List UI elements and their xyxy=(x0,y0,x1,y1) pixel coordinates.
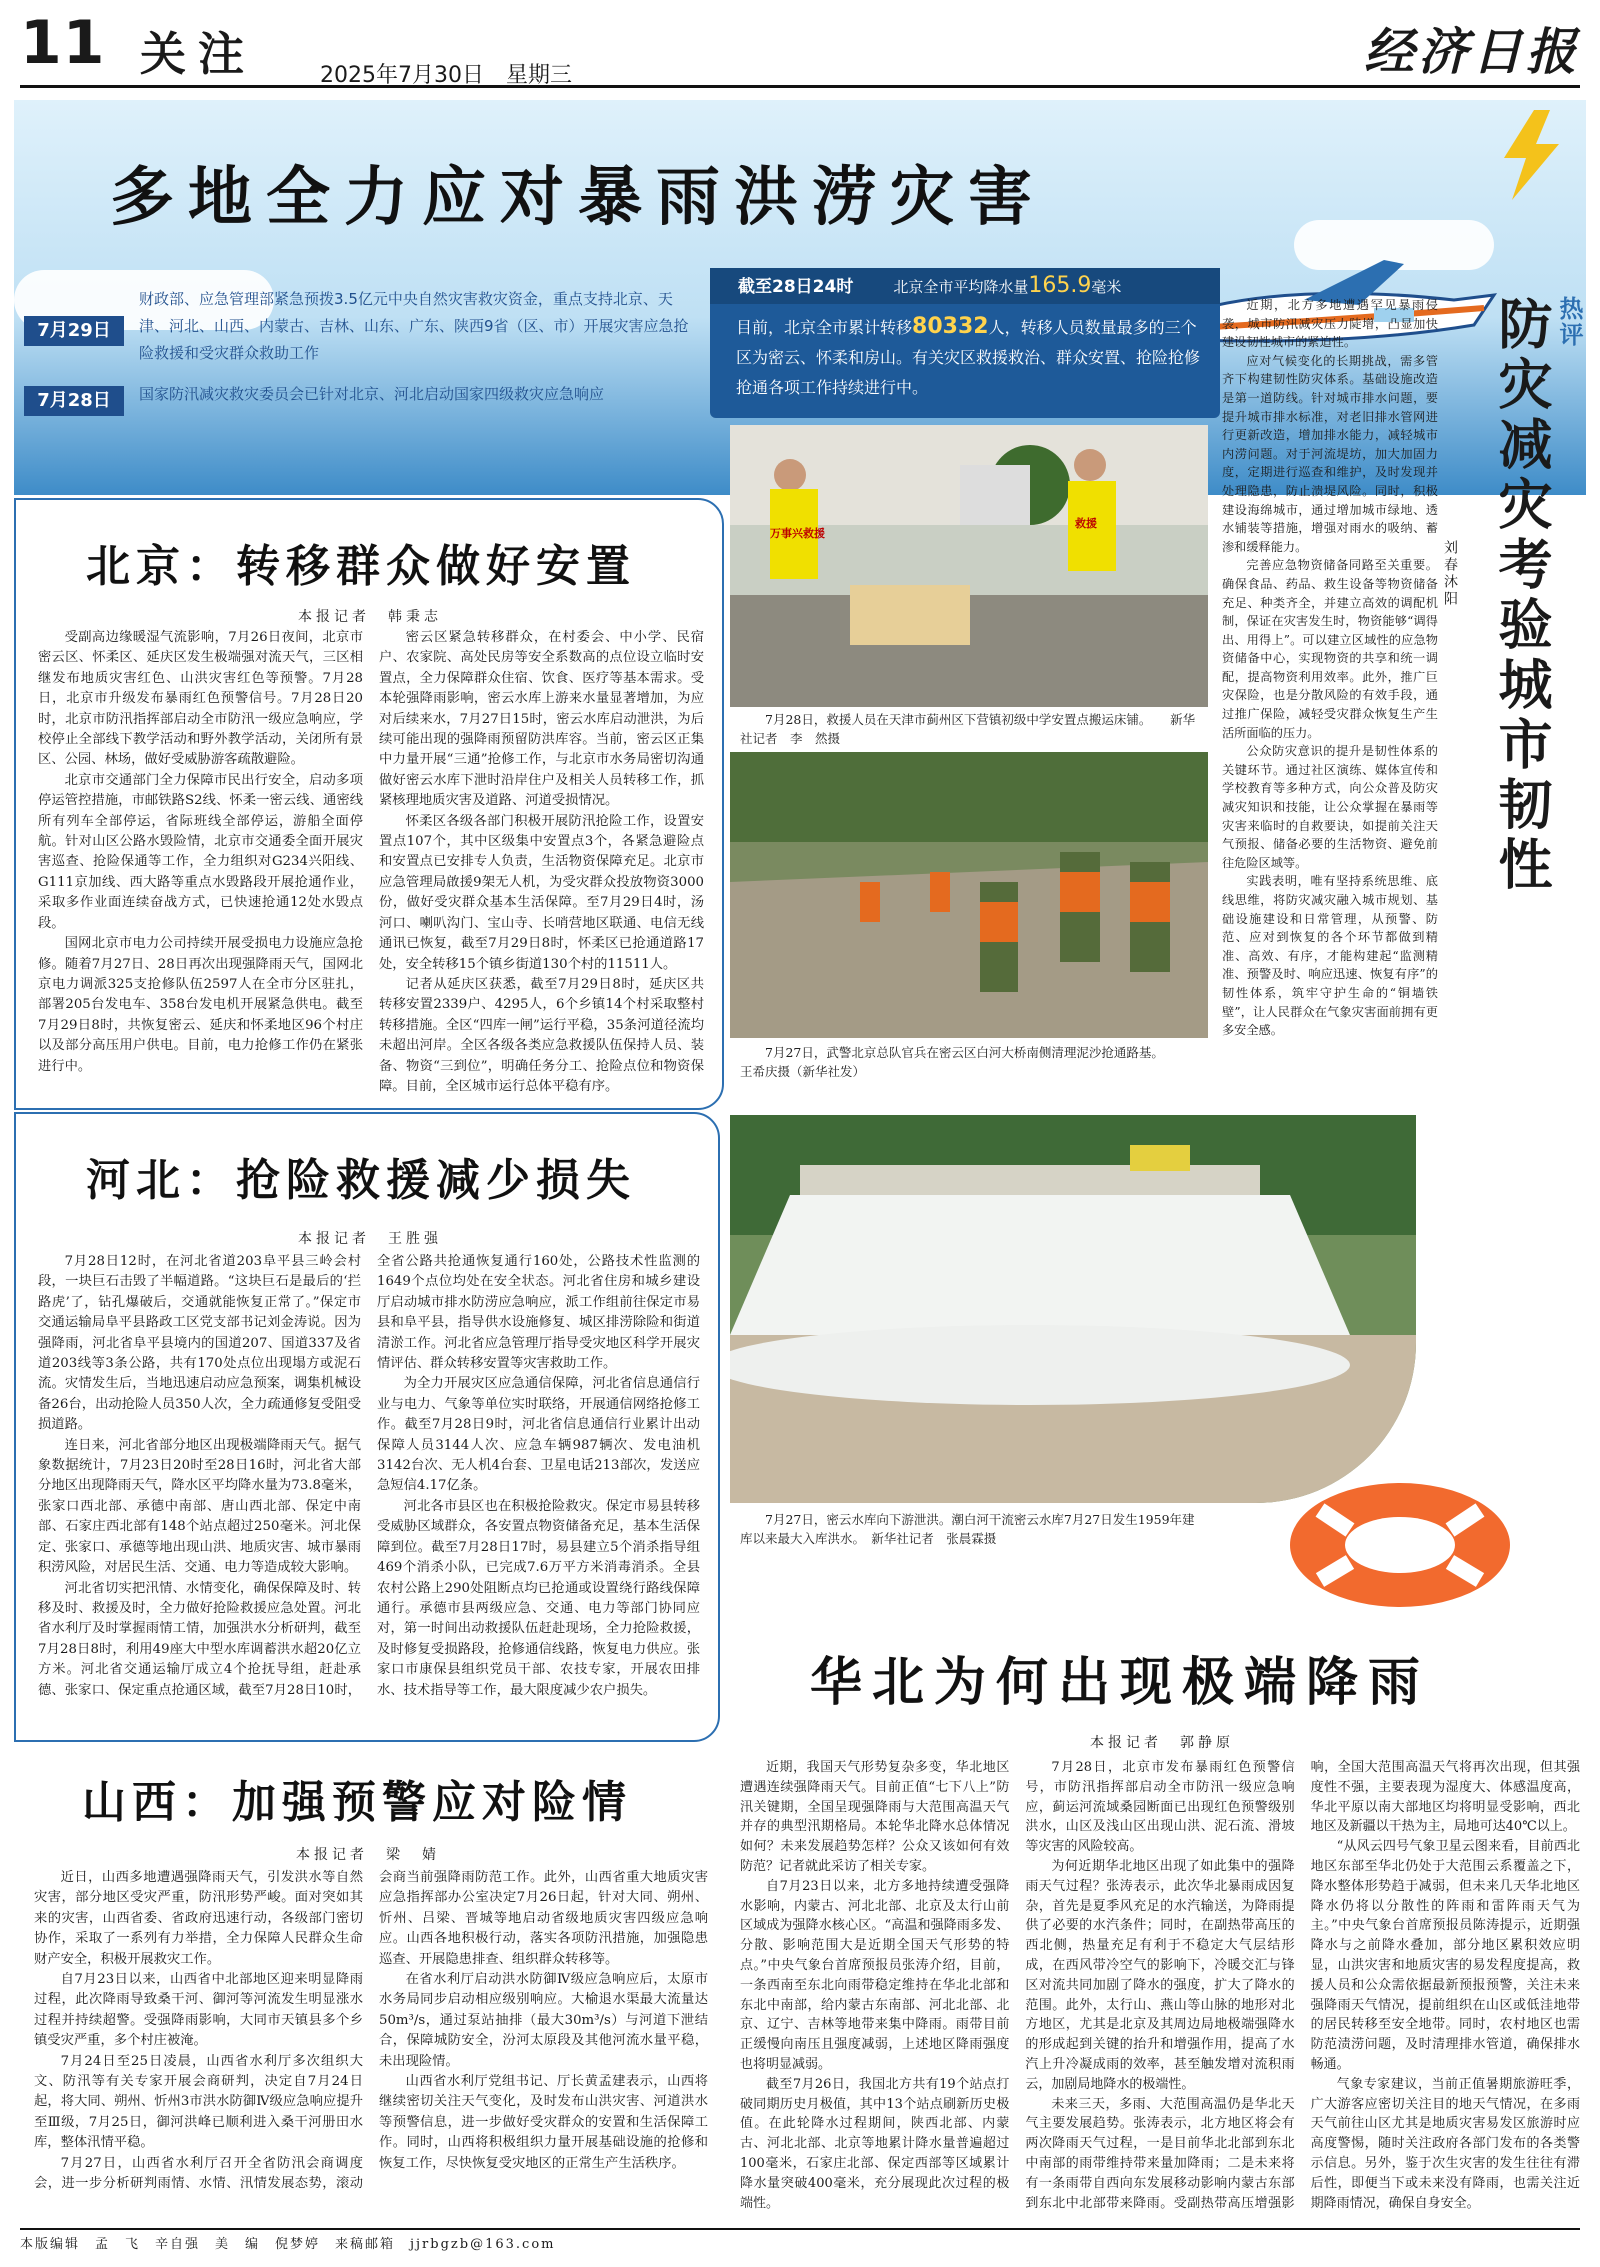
photo-caption: 7月28日，救援人员在天津市蓟州区下营镇初级中学安置点搬运床铺。 新华社记者 李 然摄 xyxy=(740,712,1196,746)
timeline-text: 财政部、应急管理部紧急预拨3.5亿元中央自然灾害救灾资金，重点支持北京、天津、河北、山西、内蒙古、吉林、山东、广东、陕西9省（区、市）开展灾害应急抢险救援和受灾群众救助工作 xyxy=(139,290,689,362)
rain-value: 165.9 xyxy=(1028,273,1092,298)
commentary-author: 刘春沐阳 xyxy=(1442,540,1458,608)
paragraph: “从风云四号气象卫星云图来看，目前西北地区东部至华北仍处于大范围云系覆盖之下，降水整体形势趋于减弱，但未来几天华北地区降水仍将以分散性的阵雨和雷阵雨天气为主。”中央气象台首席预报员陈涛提示，近期强降水与之前降水叠加，部分地区累积效应明显，山洪灾害和地质灾害的易发程度提高，救援人员和公众需依据最新预报预警，关注未来强降雨天气情况，提前组织在山区或低洼地带的居民转移至安全地带。同时，农村地区也需防范渍涝问题，及时清理排水管道，确保排水畅通。 xyxy=(1310,1839,1580,2072)
article-title: 山西：加强预警应对险情 xyxy=(82,1777,632,1828)
lifebuoy-icon xyxy=(1280,1470,1520,1620)
paragraph: 连日来，河北省部分地区出现极端降雨天气。据气象数据统计，7月23日20时至28日16时，河北省大部分地区出现降雨天气，降水区平均降水量为73.8毫米，张家口西北部、承德中南部、唐山西北部、保定中南部、石家庄西北部有148个站点超过250毫米。河北保定、张家口、承德等地出现山洪、地质灾害、城市暴雨积涝风险，对居民生活、交通、电力等造成较大影响。 xyxy=(38,1437,361,1576)
page-footer: 本版编辑 孟 飞 辛自强 美 编 倪梦婷 来稿邮箱 jjrbgzb@163.com xyxy=(20,2228,1580,2258)
rain-label: 北京全市平均降水量 xyxy=(893,278,1029,296)
article-beijing xyxy=(14,498,724,1110)
paragraph: 河北省切实把汛情、水情变化，确保保障及时、转移及时、救援及时，全力做好抢险救援应急处置。河北省水利厅及时掌握雨情工情，加强洪水分析研判，截至7月28日8时，利用49座大中型水库调蓄洪水超20亿立方米。河北省交通运输厅成立4个抢抚导组，赶赴承德、张家口、保定重点抢通区域，截至7月28日10时，全省公路共抢通恢复通行160处，公路技术性监测的1649个点位均处在安全状态。河北省住房和城乡建设厅启动城市排水防涝应急响应，派工作组前往保定市易县和阜平县，指导供水设施修复、城区排涝除险和街道清淤工作。河北省应急管理厅指导受灾地区科学开展灾情评估、群众转移安置等灾害救助工作。 xyxy=(38,1254,700,1698)
stat-text-b: 人，转移人员数量最多的三个区为密云、怀柔和房山。有关灾区救援救治、群众安置、抢险抢修抢通各项工作持续进行中。 xyxy=(736,318,1201,397)
stat-card-text xyxy=(736,312,1206,403)
paragraph: 7月28日，北京市发布暴雨红色预警信号，市防汛指挥部启动全市防汛一级应急响应，蓟运河流域桑园断面已出现红色预警级别洪水，山区及浅山区出现山洪、泥石流、滑坡等灾害的风险较高。 xyxy=(1025,1760,1295,1855)
paragraph: 7月24日至25日凌晨，山西省水利厅多次组织大文、防汛等有关专家开展会商研判，决定自7月24日起，将大同、朔州、忻州3市洪水防御Ⅳ级应急响应提升至Ⅲ级，7月25日，御河洪峰已顺利进入桑干河册田水库，整体汛情平稳。 xyxy=(34,2053,363,2151)
paragraph: 截至7月26日，我国北方共有19个站点打破同期历史月极值，其中13个站点刷新历史极值。在此轮降水过程期间，陕西北部、内蒙古、河北北部、北京等地累计降水量普遍超过100毫米，石家庄北部、保定西部等区域累计降水量突破400毫米，充分展现此次过程的极端性。 xyxy=(740,2076,1010,2211)
rain-unit: 毫米 xyxy=(1091,278,1122,296)
commentary-title: 防灾减灾考验城市韧性 xyxy=(1490,296,1554,896)
timeline-date: 7月29日 xyxy=(24,316,124,346)
paragraph: 近期，我国天气形势复杂多变，华北地区遭遇连续强降雨天气。目前正值“七下八上”防汛关键期，全国呈现强降雨与大范围高温天气并存的典型汛期格局。本轮华北降水总体情况如何？未来发展趋势怎样？公众又该如何有效防范？记者就此采访了相关专家。 xyxy=(740,1760,1010,1874)
paragraph: 国网北京市电力公司持续开展受损电力设施应急抢修。随着7月27日、28日再次出现强降雨天气，国网北京电力调派325支抢修队伍2597人在全市分区驻扎，部署205台发电车、358台发电机开展紧急供电。截至7月29日8时，共恢复密云、延庆和怀柔地区96个村庄以及部分高压用户供电。目前，电力抢修工作仍在紧张进行中。 xyxy=(38,936,363,1074)
article-byline: 本报记者 韩秉志 xyxy=(298,609,442,625)
paragraph: 自7月23日以来，山西省中北部地区迎来明显降雨过程，此次降雨导致桑干河、御河等河流发生明显涨水过程并持续超警。受强降雨影响，大同市天镇县多个乡镇受灾严重，多个村庄被淹。 xyxy=(34,1972,363,2049)
article-shanxi xyxy=(20,1748,720,2218)
article-body xyxy=(38,1252,700,1730)
article-huabei xyxy=(730,1620,1586,2224)
article-body xyxy=(34,1868,708,2214)
paragraph: 怀柔区各级各部门积极开展防汛抢险工作，设置安置点107个，其中区级集中安置点3个，各紧急避险点和安置点已安排专人负责，生活物资保障充足。北京市应急管理局啟援9架无人机，为受灾群众投放物资3000份，做好受灾群众基本生活保障。至7月29日4时，汤河口、喇叭沟门、宝山寺、长哨营地区联通、电信无线通讯已恢复，截至7月29日8时，怀柔区已抢通道路17处，安全转移15个镇乡街道130个村的11511人。 xyxy=(379,813,704,972)
paragraph: 7月28日12时，在河北省道203阜平县三岭会村段，一块巨石击毁了半幅道路。“这块巨石是最后的‘拦路虎’了，钻孔爆破后，交通就能恢复正常了。”保定市交通运输局阜平县路政工区党支部书记刘金涛说。因为强降雨，河北省阜平县境内的国道207、国道337及省道203线等3条公路，共有170处点位出现塌方或泥石流。灾情发生后，当地迅速启动应急预案，调集机械设备26台，出动抢险人员350人次，全力疏通修复受阻受损道路。 xyxy=(38,1254,361,1433)
article-body xyxy=(740,1758,1580,2220)
page-number: 11 xyxy=(20,8,106,78)
stat-text-a: 目前，北京全市累计转移 xyxy=(736,318,913,337)
stat-card-label: 截至28日24时 xyxy=(738,277,854,297)
article-title: 华北为何出现极端降雨 xyxy=(810,1652,1431,1713)
paragraph: 记者从延庆区获悉，截至7月29日8时，延庆区共转移安置2339户、4295人，6个乡镇14个村采取整村转移措施。全区“四库一闸”运行平稳，35条河道径流均未超出河岸。全区各级各类应急救援队伍保持人员、装备、物资“三到位”，明确任务分工、抢险点位和物资保障。目前，全区城市运行总体平稳有序。 xyxy=(379,976,704,1094)
article-byline: 本报记者 王胜强 xyxy=(298,1231,442,1247)
paragraph: 未来三天，多雨、大范围高温仍是华北天气主要发展趋势。张涛表示，北方地区将会有两次降雨天气过程，一是目前华北北部到东北中南部的雨带维持带来量加降雨；二是未来将有一条雨带自西向东发展移动影响内蒙古东部到东北中北部带来降雨。受副热带高压增强影响，全国大范围高温天气将再次出现，但其强度性不强，主要表现为湿度大、体感温度高，华北平原以南大部地区均将明显受影响，西北地区及新疆以干热为主，局地可达40℃以上。 xyxy=(1025,1760,1580,2211)
photo-soldiers-clearing xyxy=(730,752,1208,1038)
article-byline: 本报记者 郭静原 xyxy=(1090,1735,1234,1751)
timeline xyxy=(14,268,714,426)
stat-card xyxy=(710,268,1220,418)
commentary-body xyxy=(1222,296,1438,1096)
article-title: 北京：转移群众做好安置 xyxy=(86,541,636,592)
article-title: 河北：抢险救援减少损失 xyxy=(86,1155,636,1206)
section-name: 关注 xyxy=(140,27,256,81)
evacuated-count: 80332 xyxy=(912,314,989,339)
paragraph: 山西省水利厅党组书记、厅长黄孟建表示，山西将继续密切关注天气变化，及时发布山洪灾害、河道洪水等预警信息，进一步做好受灾群众的安置和生活保障工作。同时，山西将积极组织力量开展基础设施的抢修和恢复工作，尽快恢复受灾地区的正常生产生活秩序。 xyxy=(379,2074,708,2171)
paragraph: 河北各市县区也在积极抢险救灾。保定市易县转移受威胁区域群众，各安置点物资储备充足，基本生活保障到位。截至7月28日17时，易县建立5个消杀指导组469个消杀小队，已完成7.6万平方米消毒消杀。全县农村公路上290处阻断点均已抢通或设置绕行路线保障通行。承德市县两级应急、交通、电力等部门协同应对，第一时间出动救援队伍赶赴现场，全力抢险救援，及时修复受损路段，抢修通信线路，恢复电力供应。张家口市康保县组织党员干部、农技专家，开展农田排水、技术指导等工作，最大限度减少农户损失。 xyxy=(377,1498,700,1698)
photo-reservoir-discharge xyxy=(730,1115,1416,1503)
vest-label: 万事兴救援 xyxy=(770,527,825,540)
paragraph: 受副高边缘暖湿气流影响，7月26日夜间，北京市密云区、怀柔区、延庆区发生极端强对流天气，三区相继发布地质灾害红色、山洪灾害红色等预警。7月28日，北京市升级发布暴雨红色预警信号。7月28日20时，北京市防汛指挥部启动全市防汛一级应急响应，学校停止全部线下教学活动和野外教学活动，关闭所有景区、公园、林场，做好受威胁游客疏散避险。 xyxy=(38,630,363,768)
paragraph: 公众防灾意识的提升是韧性体系的关键环节。通过社区演练、媒体宣传和学校教育等多种方式，向公众普及防灾减灾知识和技能，让公众掌握在暴雨等灾害来临时的自救要诀，如提前关注天气预报、储备必要的生活物资、避免前往危险区域等。 xyxy=(1222,744,1438,870)
timeline-text: 国家防汛减灾救灾委员会已针对北京、河北启动国家四级救灾应急响应 xyxy=(139,385,605,403)
paragraph: 近期，北方多地遭遇罕见暴雨侵袭，城市防汛减灾压力陡增，凸显加快建设韧性城市的紧迫性。 xyxy=(1222,298,1438,350)
paragraph: 近日，山西多地遭遇强降雨天气，引发洪水等自然灾害，部分地区受灾严重，防汛形势严峻。面对突如其来的灾害，山西省委、省政府迅速行动，各级部门密切协作，采取了一系列有力举措，全力保障人民群众生命财产安全，积极开展救灾工作。 xyxy=(34,1870,363,1967)
paragraph: 气象专家建议，当前正值暑期旅游旺季，广大游客应密切关注目的地天气情况，在多雨天气前往山区尤其是地质灾害易发区旅游时应高度警惕，随时关注政府各部门发布的各类警示信息。另外，鉴于次生灾害的发生往往有滞后性，即便当下或未来没有降雨，也需关注近期降雨情况，确保自身安全。 xyxy=(1310,2076,1580,2211)
paragraph: 为全力开展灾区应急通信保障，河北省信息通信行业与电力、气象等单位实时联络，开展通信网络抢修工作。截至7月28日9时，河北省信息通信行业累计出动保障人员3144人次、应急车辆987辆次、发电油机3142台次、无人机4台套、卫星电话213部次，发送应急短信4.17亿条。 xyxy=(377,1376,700,1494)
issue-date: 2025年7月30日 星期三 xyxy=(320,63,572,88)
paragraph: 为何近期华北地区出现了如此集中的强降雨天气过程？张涛表示，此次华北暴雨成因复杂，首先是夏季风充足的水汽输送，为降雨提供了必要的水汽条件；同时，在副热带高压的西北侧，热量充足有利于不稳定大气层结形成，在西风带冷空气的影响下，冷暖交汇与锋区对流共同加剧了降水的强度，扩大了降水的范围。此外，太行山、燕山等山脉的地形对北方地区，尤其是北京及其周边局地极端强降水的形成起到关键的抬升和增强作用，提高了水汽上升冷凝成雨的效率，甚至触发增对流积雨云，加剧局地降水的极端性。 xyxy=(1025,1858,1295,2092)
stat-card-header xyxy=(710,268,1220,304)
article-body xyxy=(38,628,704,1098)
lightning-icon xyxy=(1484,110,1574,200)
commentary-tag: 热评 xyxy=(1555,296,1583,348)
newspaper-logo: 经济日报 xyxy=(1364,22,1580,81)
paragraph: 北京市交通部门全力保障市民出行安全，启动多项停运管控措施，市邮铁路S2线、怀柔一密云线、通密线所有列车全部停运，省际班线全部停运，游船全面停航。针对山区公路水毁险情，北京市交通委全面开展灾害巡查、抢险保通等工作，全力组织对G234兴阳线、G111京加线、西大路等重点水毁路段开展抢通作业，采取多作业面连续奋战方式，已快速抢通12处水毁点段。 xyxy=(38,772,363,931)
paragraph: 自7月23日以来，北方多地持续遭受强降水影响，内蒙古、河北北部、北京及太行山前区域成为强降水核心区。“高温和强降雨多发、分散、影响范围大是近期全国天气形势的特点。”中央气象台首席预报员张涛介绍，目前，一条西南至东北向雨带稳定维持在华北北部和东北中南部，给内蒙古东南部、河北北部、北京、辽宁、吉林等地带来集中降雨。雨带目前正缓慢向南压且强度减弱，上述地区降雨强度也将明显减弱。 xyxy=(740,1878,1010,2072)
paragraph: 在省水利厅启动洪水防御Ⅳ级应急响应后，太原市水务局同步启动相应级别响应。大榆退水渠最大流量达50m³/s，通过泵站抽排（最大30m³/s）与河道下泄结合，保障城防安全，汾河太原段及其他河流水量平稳，未出现险情。 xyxy=(379,1972,708,2069)
timeline-date: 7月28日 xyxy=(24,386,124,416)
article-byline: 本报记者 梁 婧 xyxy=(296,1847,440,1863)
article-hebei xyxy=(14,1112,720,1742)
paragraph: 完善应急物资储备同路至关重要。确保食品、药品、救生设备等物资储备充足、种类齐全，并建立高效的调配机制，保证在灾害发生时，物资能够“调得出、用得上”。可以建立区域性的应急物资储备中心，实现物资的共享和统一调配，提高物资利用效率。此外，推广巨灾保险，也是分散风险的有效手段，通过推广保险，减轻受灾群众恢复生产生活所面临的压力。 xyxy=(1222,558,1438,740)
photo-caption: 7月27日，密云水库向下游泄洪。潮白河干流密云水库7月27日发生1959年建库以来最大入库洪水。 新华社记者 张晨霖摄 xyxy=(740,1512,1195,1546)
page-headline: 多地全力应对暴雨洪涝灾害 xyxy=(110,160,1046,235)
paragraph: 7月27日，山西省水利厅召开全省防汛会商调度会，进一步分析研判雨情、水情、汛情发展态势，滚动会商当前强降雨防范工作。此外，山西省重大地质灾害应急指挥部办公室决定7月26日起，针对大同、朔州、忻州、吕梁、晋城等地启动省级地质灾害四级应急响应。山西各地积极行动，落实各项防汛措施，加强隐患巡查、开展隐患排查、组织群众转移等。 xyxy=(34,1870,708,2192)
photo-caption: 7月27日，武警北京总队官兵在密云区白河大桥南侧清理泥沙抢通路基。 王希庆摄（新华社发） xyxy=(740,1045,1283,1079)
paragraph: 应对气候变化的长期挑战，需多管齐下构建韧性防灾体系。基础设施改造是第一道防线。针对城市排水问题，要提升城市排水标准，对老旧排水管网进行更新改造，增加排水能力，减轻城市内涝问题。对于河流堤坊，加大加固力度，定期进行巡查和维护，及时发现并处理隐患，防止溃堤风险。同时，积极建设海绵城市，通过增加城市绿地、透水铺装等措施，增强对雨水的吸纳、蓄渗和缓释能力。 xyxy=(1222,353,1438,554)
masthead xyxy=(20,8,1580,88)
photo-rescue-workers xyxy=(730,425,1208,707)
commentary xyxy=(1208,290,1586,1095)
paragraph: 实践表明，唯有坚持系统思维、底线思维，将防灾减灾融入城市规划、基础设施建设和日常管理，从预警、防范、应对到恢复的各个环节都做到精准、高效、有序，才能构建起“监测精准、预警及时、响应迅速、恢复有序”的韧性体系，筑牢守护生命的“铜墙铁壁”，让人民群众在气象灾害面前拥有更多安全感。 xyxy=(1222,874,1438,1038)
vest-label: 救援 xyxy=(1075,517,1097,530)
paragraph: 密云区紧急转移群众，在村委会、中小学、民宿户、农家院、高处民房等安全系数高的点位设立临时安置点，全力保障群众住宿、饮食、医疗等基本需求。受本轮强降雨影响，密云水库上游来水量显著增加，为应对后续来水，7月27日15时，密云水库启动泄洪，为后续可能出现的强降雨预留防洪库容。当前，密云区正集中力量开展“三通”抢修工作，与北京市水务局密切沟通做好密云水库下泄时沿岸住户及相关人员转移工作，抓紧核理地质灾害及道路、河道受损情况。 xyxy=(379,630,704,809)
